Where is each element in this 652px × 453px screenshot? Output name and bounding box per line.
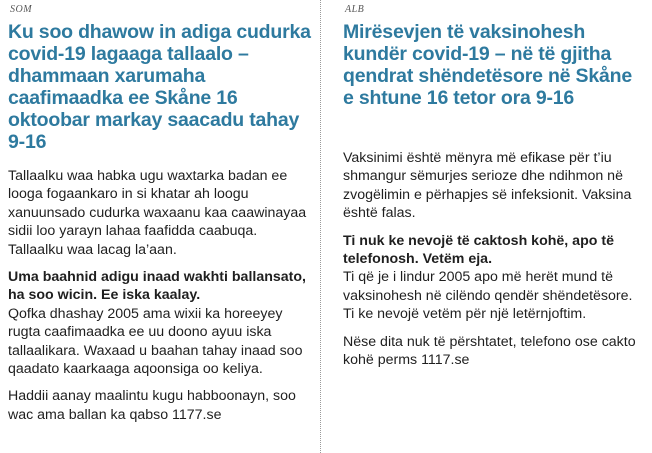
albanian-paragraph-2 (343, 232, 644, 324)
somali-paragraph-3: Haddii aanay maalintu kugu habboonayn, soo wac ama ballan ka qabso 1177.se (8, 388, 296, 423)
somali-heading: Ku soo dhawow in adiga cudurka covid-19 lagaaga tallaalo – dhammaan xarumaha caafimaadka ee Skåne 16 oktoobar markay saacadu tahay 9-16 (8, 21, 311, 153)
somali-bold-lead: Uma baahnid adigu inaad wakhti ballansato, ha soo wicin. Ee iska kaalay. (8, 269, 306, 304)
language-label: SOM (10, 4, 33, 15)
somali-paragraph-2 (8, 268, 314, 378)
column-divider (320, 0, 321, 453)
albanian-paragraph-3: Nëse dita nuk të përshtatet, telefono ose cakto kohë perms 1117.se (343, 333, 636, 369)
somali-paragraph-2-text: Qofka dhashay 2005 ama wixii ka horeeyey rugta caafimaadka ee uu doono ayuu iska tallaalikara. Waxaad u baahan tahay inaad soo qaadato kaarkaaga aqoonsiga oo keliya. (8, 305, 303, 378)
language-label: ALB (345, 4, 365, 15)
somali-paragraph-1: Tallaalku waa habka ugu waxtarka badan ee looga fogaankaro in si khatar ah loogu xanuunsado cudurka waxaanu kaa caawinayaa sidii loo yarayn lahaa faafidda caabuqa. Tallaalku waa lacag la’aan. (8, 168, 307, 258)
somali-column (0, 0, 322, 453)
albanian-heading: Mirësevjen të vaksinohesh kundër covid-19 – në të gjitha qendrat shëndetësore në Skåne e shtune 16 tetor ora 9-16 (343, 21, 632, 109)
albanian-column (337, 0, 652, 453)
albanian-paragraph-1: Vaksinimi është mënyra më efikase për t’iu shmangur sëmurjes serioze dhe ndihmon në zvogëlimin e përhapjes së infeksionit. Vaksina është falas. (343, 150, 632, 222)
albanian-paragraph-2-text: Ti që je i lindur 2005 apo më herët mund të vaksinohesh në cilëndo qendër shëndetësore. Ti ke nevojë vetëm për një letërnjoftim. (343, 269, 633, 323)
albanian-bold-lead: Ti nuk ke nevojë të caktosh kohë, apo të telefonosh. Vetëm eja. (343, 232, 614, 268)
